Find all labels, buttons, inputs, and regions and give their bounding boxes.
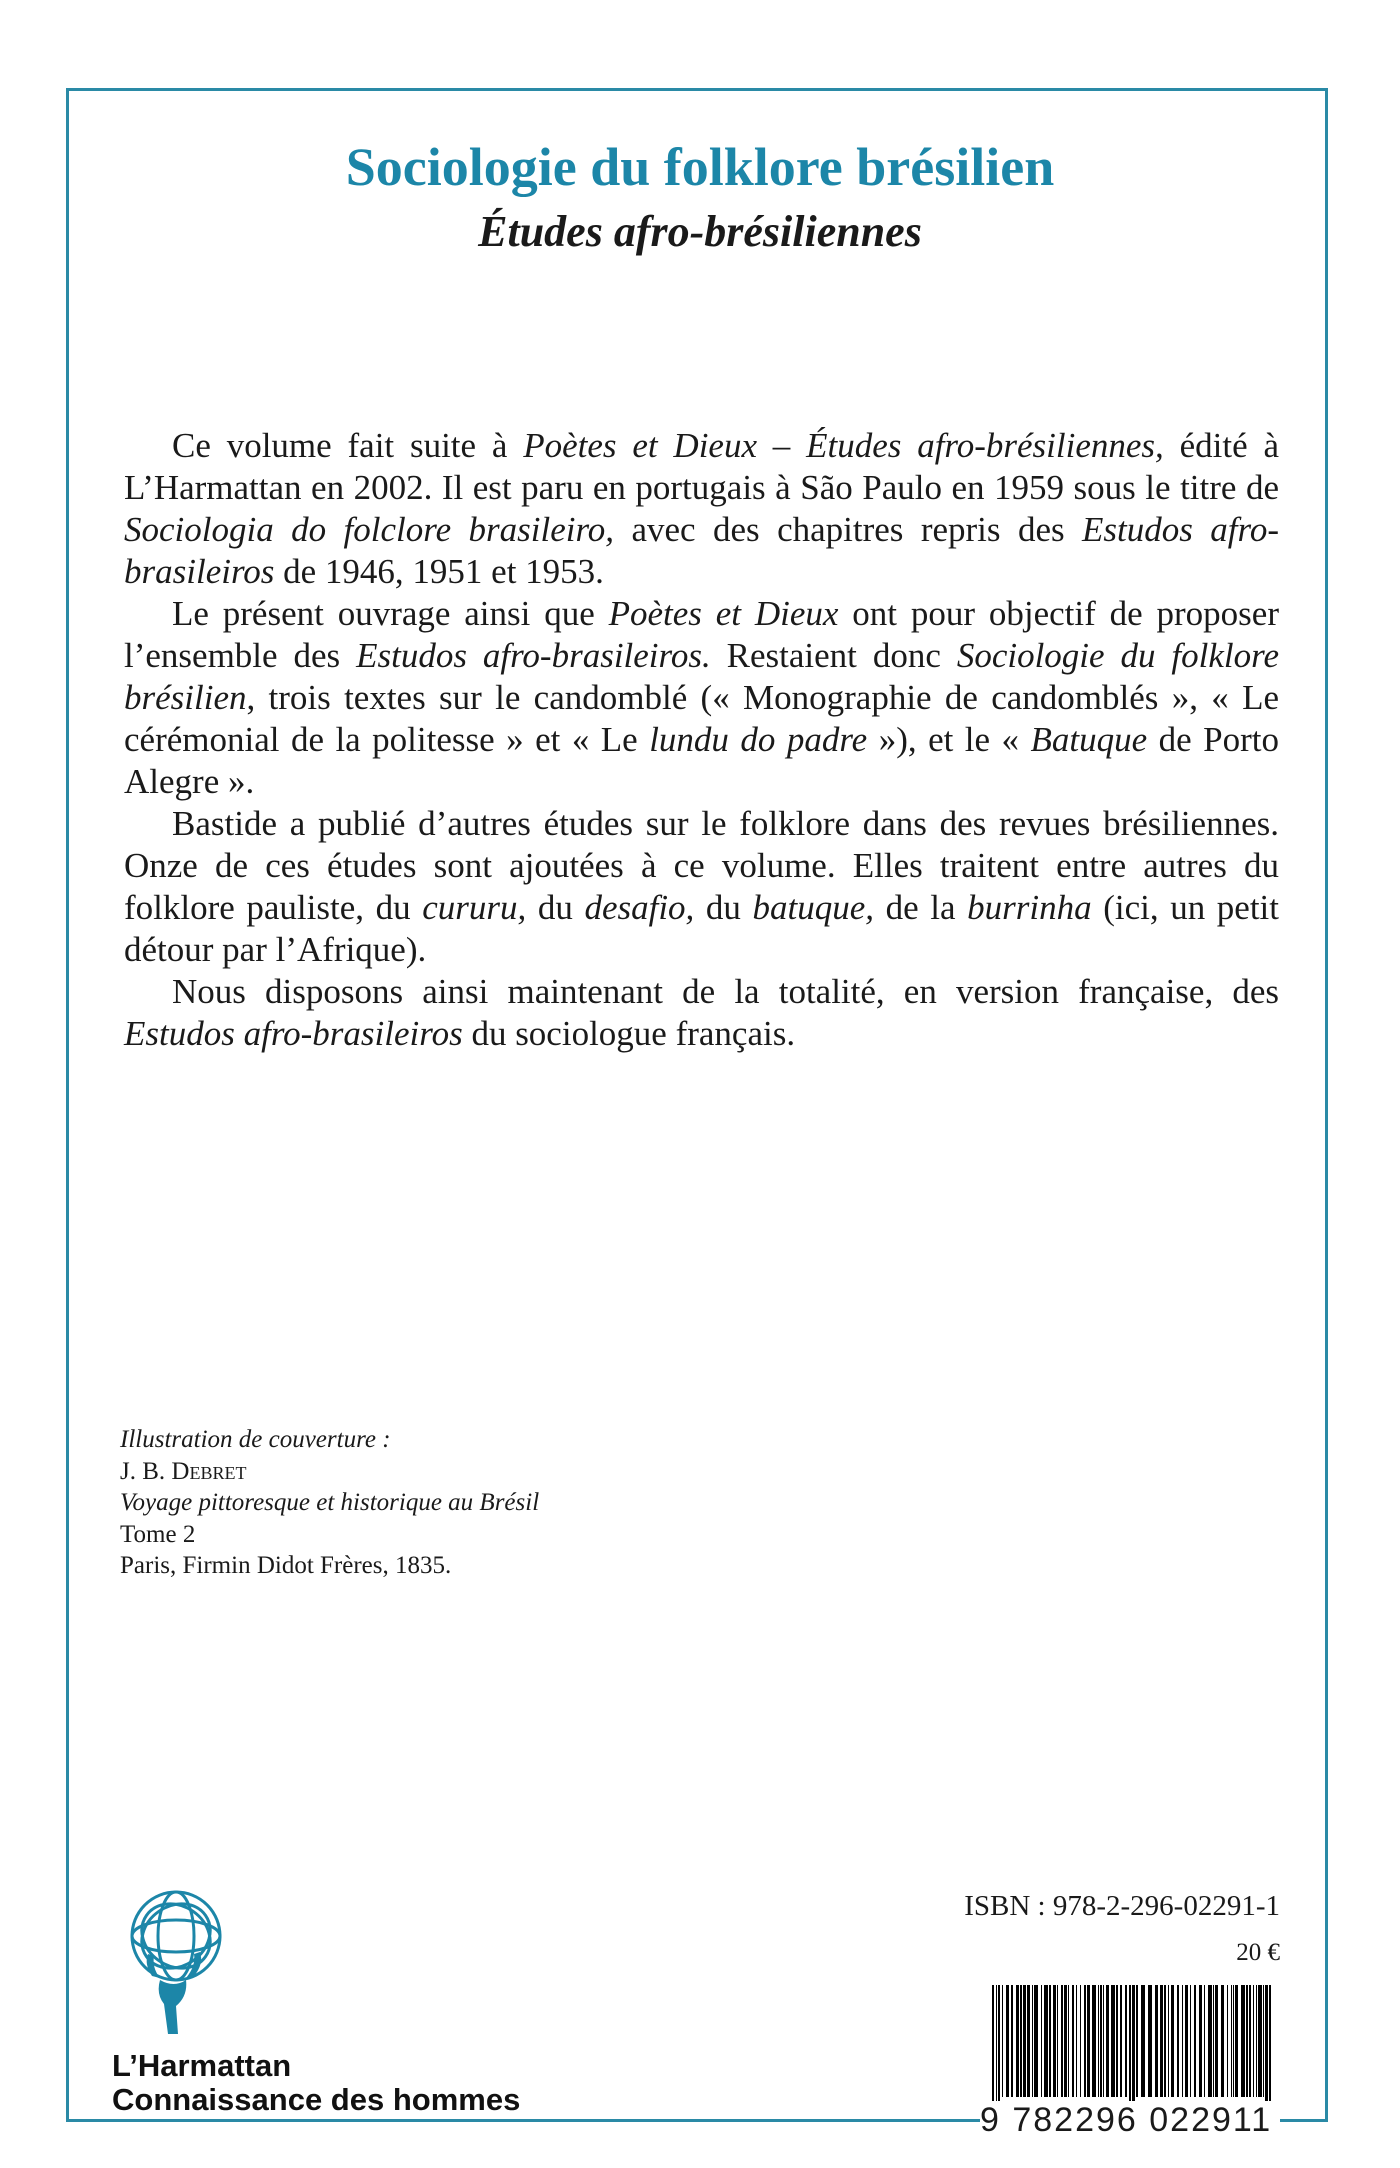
barcode-bar: [1106, 1985, 1109, 2097]
barcode-bar: [1215, 1985, 1218, 2097]
barcode-bar: [1182, 1985, 1183, 2097]
italic-text: Poètes et Dieux – Études afro-brésiliennes,: [523, 426, 1164, 465]
barcode-bar: [1199, 1985, 1202, 2097]
book-title: Sociologie du folklore brésilien: [345, 137, 1055, 197]
barcode-bar: [1080, 1985, 1081, 2097]
italic-text: Sociologia do folclore brasileiro,: [124, 510, 615, 549]
barcode-bar: [996, 1985, 997, 2110]
barcode-bar: [1034, 1985, 1038, 2097]
barcode-bar: [1041, 1985, 1042, 2097]
body-text-run: avec des chapitres repris des: [614, 510, 1083, 549]
body-text-run: du: [694, 888, 753, 927]
credits-volume: Tome 2: [120, 1520, 196, 1548]
barcode-bar: [1136, 1985, 1138, 2097]
body-text-run: (ici, un petit détour par l’Afrique).: [124, 888, 1280, 969]
credits-author: J. B. Debret: [120, 1457, 247, 1485]
barcode-bar: [1100, 1985, 1102, 2097]
cover-frame: [66, 88, 1328, 2122]
barcode-bar: [1227, 1985, 1228, 2097]
italic-text: batuque,: [752, 888, 875, 927]
barcode-bar: [1044, 1985, 1048, 2097]
barcode-bar: [1103, 1985, 1104, 2097]
publisher-name: L’Harmattan: [112, 2048, 292, 2083]
barcode-bar: [1002, 1985, 1003, 2097]
barcode-bar: [1177, 1985, 1179, 2097]
italic-text: Sociologie du folklore brésilien: [124, 636, 1279, 717]
barcode-bar: [1087, 1985, 1090, 2097]
barcode-bar: [1120, 1985, 1122, 2097]
barcode-bar: [1072, 1985, 1074, 2097]
barcode-bar: [1129, 1985, 1131, 2110]
body-text-run: Restaient donc: [710, 636, 957, 675]
blurb-paragraph: [124, 971, 1279, 1055]
book-subtitle: Études afro-brésiliennes: [478, 207, 922, 256]
barcode-bar: [1256, 1985, 1257, 2097]
credits-publication: Paris, Firmin Didot Frères, 1835.: [120, 1552, 452, 1579]
barcode-bar: [1235, 1985, 1238, 2097]
italic-text: lundu do padre: [649, 720, 868, 759]
barcode-bar: [1061, 1985, 1063, 2097]
credits-label: Illustration de couverture :: [120, 1426, 391, 1453]
barcode-bar: [1168, 1985, 1169, 2097]
barcode-bar: [1053, 1985, 1056, 2097]
barcode-bar: [1057, 1985, 1058, 2097]
barcode-bar: [1231, 1985, 1232, 2097]
italic-text: cururu,: [422, 888, 527, 927]
barcode-bar: [1246, 1985, 1248, 2097]
barcode-bar: [1208, 1985, 1212, 2097]
barcode-bar: [1194, 1985, 1196, 2097]
body-text-run: édité à L’Harmattan en 2002. Il est paru en portugais à São Paulo en 1959 sous le titre de: [124, 426, 1279, 507]
body-text-run: Le présent ouvrage ainsi que: [172, 594, 609, 633]
barcode-bar: [1148, 1985, 1152, 2097]
italic-text: Estudos afro-brasileiros: [124, 1014, 463, 1053]
body-text-run: de 1946, 1951 et 1953.: [274, 552, 604, 591]
barcode-bar: [1111, 1985, 1115, 2097]
barcode-bar: [1141, 1985, 1145, 2097]
barcode-bar: [1190, 1985, 1191, 2097]
italic-text: Poètes et Dieux: [608, 594, 839, 633]
body-text-run: de Porto Alegre ».: [124, 720, 1279, 801]
publisher-logo: [108, 1884, 248, 2064]
body-text-run: Bastide a publié d’autres études sur le folklore dans des revues brésiliennes. Onze de ces études sont ajoutées à ce volume. Elles traitent entre autres du folklore pauliste, du: [124, 804, 1279, 927]
barcode-bar: [1265, 1985, 1268, 2110]
barcode-bar: [1064, 1985, 1067, 2097]
body-text-run: , trois textes sur le candomblé (« Monographie de candomblés », « Le cérémonial de la politesse » et « Le: [124, 678, 1279, 759]
body-text-run: du: [526, 888, 585, 927]
barcode-digits: 9 782296 022911: [980, 2101, 1280, 2140]
cover-illustration-credits: [120, 1424, 539, 1582]
barcode-bar: [1023, 1985, 1026, 2097]
barcode-bar: [1258, 1985, 1262, 2097]
barcode-bar: [1020, 1985, 1022, 2097]
barcode-bar: [1204, 1985, 1205, 2097]
italic-text: desafio,: [584, 888, 695, 927]
barcode-bar: [1125, 1985, 1127, 2097]
isbn: ISBN : 978-2-296-02291-1: [964, 1890, 1280, 1922]
barcode-bar: [1213, 1985, 1214, 2097]
barcode-bar: [992, 1985, 994, 2110]
credits-work: Voyage pittoresque et historique au Brésil: [120, 1489, 540, 1516]
barcode-bar: [1269, 1985, 1271, 2110]
blurb: [124, 425, 1279, 1055]
italic-text: Estudos afro-brasileiros.: [356, 636, 711, 675]
barcode-bar: [1084, 1985, 1086, 2097]
barcode-bar: [1171, 1985, 1174, 2097]
barcode-bar: [1016, 1985, 1019, 2097]
barcode-bar: [1068, 1985, 1069, 2097]
barcode-bar: [1249, 1985, 1251, 2097]
price: 20 €: [1236, 1939, 1280, 1966]
italic-text: Batuque: [1030, 720, 1148, 759]
publisher-block: [112, 2049, 520, 2117]
italic-text: burrinha: [967, 888, 1092, 927]
barcode-bars: [980, 1985, 1280, 2110]
publisher-tagline: Connaissance des hommes: [112, 2082, 521, 2117]
barcode: [980, 1985, 1280, 2139]
barcode-bar: [1132, 1985, 1135, 2110]
barcode-bar: [1098, 1985, 1099, 2097]
barcode-bar: [1164, 1985, 1166, 2097]
barcode-bar: [1253, 1985, 1254, 2097]
barcode-bar: [1155, 1985, 1158, 2097]
atlas-globe-icon: [108, 1884, 248, 2054]
barcode-bar: [1116, 1985, 1118, 2097]
barcode-bar: [1263, 1985, 1264, 2097]
body-text-run: ont pour objectif de proposer l’ensemble des: [124, 594, 1279, 675]
barcode-bar: [1221, 1985, 1224, 2097]
blurb-paragraph: [124, 425, 1279, 593]
body-text-run: de la: [874, 888, 968, 927]
barcode-bar: [1185, 1985, 1188, 2097]
barcode-bar: [1233, 1985, 1234, 2097]
barcode-bar: [1160, 1985, 1163, 2097]
body-text-run: Ce volume fait suite à: [172, 426, 524, 465]
barcode-bar: [1092, 1985, 1096, 2097]
barcode-bar: [998, 1985, 1000, 2110]
italic-text: Estudos afro-brasileiros: [124, 510, 1279, 591]
barcode-bar: [1032, 1985, 1033, 2097]
barcode-bar: [1049, 1985, 1051, 2097]
barcode-bar: [1076, 1985, 1077, 2097]
body-text-run: »), et le «: [867, 720, 1031, 759]
barcode-bar: [1027, 1985, 1030, 2097]
body-text-run: du sociologue français.: [462, 1014, 796, 1053]
body-text-run: Nous disposons ainsi maintenant de la totalité, en version française, des: [172, 972, 1279, 1011]
barcode-bar: [1241, 1985, 1245, 2097]
barcode-bar: [1006, 1985, 1009, 2097]
blurb-paragraph: [124, 593, 1279, 803]
barcode-bar: [1011, 1985, 1013, 2097]
blurb-paragraph: [124, 803, 1279, 971]
